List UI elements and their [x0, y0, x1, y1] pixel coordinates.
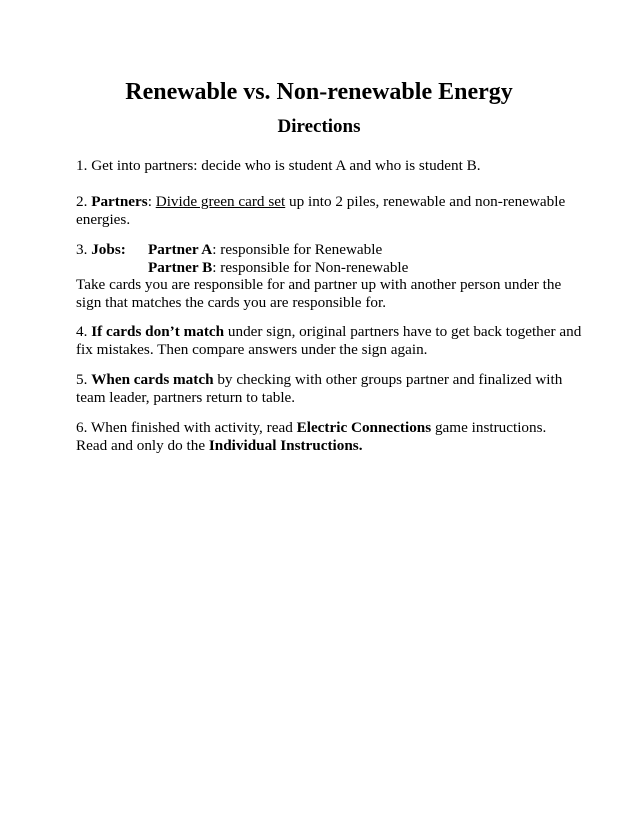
step-4-rest: under sign, original partners have to get back together and [224, 323, 582, 340]
step-3-line-3-text: Take cards you are responsible for and partner up with another person under the [76, 276, 562, 293]
step-1 [76, 157, 576, 175]
step-2-colon: : [147, 193, 156, 210]
step-5-line-2-text: team leader, partners return to table. [76, 389, 296, 406]
step-6-bold-1: Electric Connections [296, 419, 432, 436]
step-5-bold: When cards match [91, 371, 214, 388]
step-6-line-2 [76, 437, 576, 455]
step-5-line-2 [76, 389, 576, 407]
step-3-prefix: 3. [76, 241, 92, 258]
step-6-bold-2: Individual Instructions. [208, 437, 363, 454]
step-3-line-4-text: sign that matches the cards you are responsible for. [76, 294, 386, 311]
step-2-line-1 [76, 193, 576, 211]
partner-b-label: Partner B [148, 259, 213, 276]
step-3-partner-b [148, 259, 408, 277]
step-6-line-1 [76, 419, 576, 437]
step-5-line-1 [76, 371, 576, 389]
step-2-rest: up into 2 piles, renewable and non-renewable [285, 193, 566, 210]
step-3-line-1 [76, 241, 126, 259]
step-2-underlined: Divide green card set [155, 193, 286, 210]
partner-b-text: : responsible for Non-renewable [212, 259, 409, 276]
step-4-line-2 [76, 341, 576, 359]
step-4-prefix: 4. [76, 323, 92, 340]
step-6-start: 6. When finished with activity, read [76, 419, 297, 436]
step-2-bold: Partners [91, 193, 148, 210]
step-1-text: 1. Get into partners: decide who is student A and who is student B. [76, 157, 481, 174]
step-3-line-4 [76, 294, 576, 312]
step-4-bold: If cards don’t match [91, 323, 225, 340]
step-4-line-1 [76, 323, 582, 341]
step-3-partner-a [148, 241, 382, 259]
partner-a-label: Partner A [148, 241, 213, 258]
step-5-prefix: 5. [76, 371, 92, 388]
step-5-rest: by checking with other groups partner and finalized with [213, 371, 563, 388]
partner-a-text: : responsible for Renewable [212, 241, 383, 258]
step-2-line-2 [76, 211, 576, 229]
step-3-jobs-label: Jobs: [91, 241, 126, 258]
step-3-line-3 [76, 276, 576, 294]
step-6-line-2-start: Read and only do the [76, 437, 209, 454]
step-2-prefix: 2. [76, 193, 92, 210]
step-2-line-2-text: energies. [76, 211, 131, 228]
page-title: Renewable vs. Non-renewable Energy [125, 79, 513, 105]
step-4-line-2-text: fix mistakes. Then compare answers under the sign again. [76, 341, 428, 358]
step-6-rest: game instructions. [431, 419, 547, 436]
page-subtitle: Directions [277, 116, 361, 137]
